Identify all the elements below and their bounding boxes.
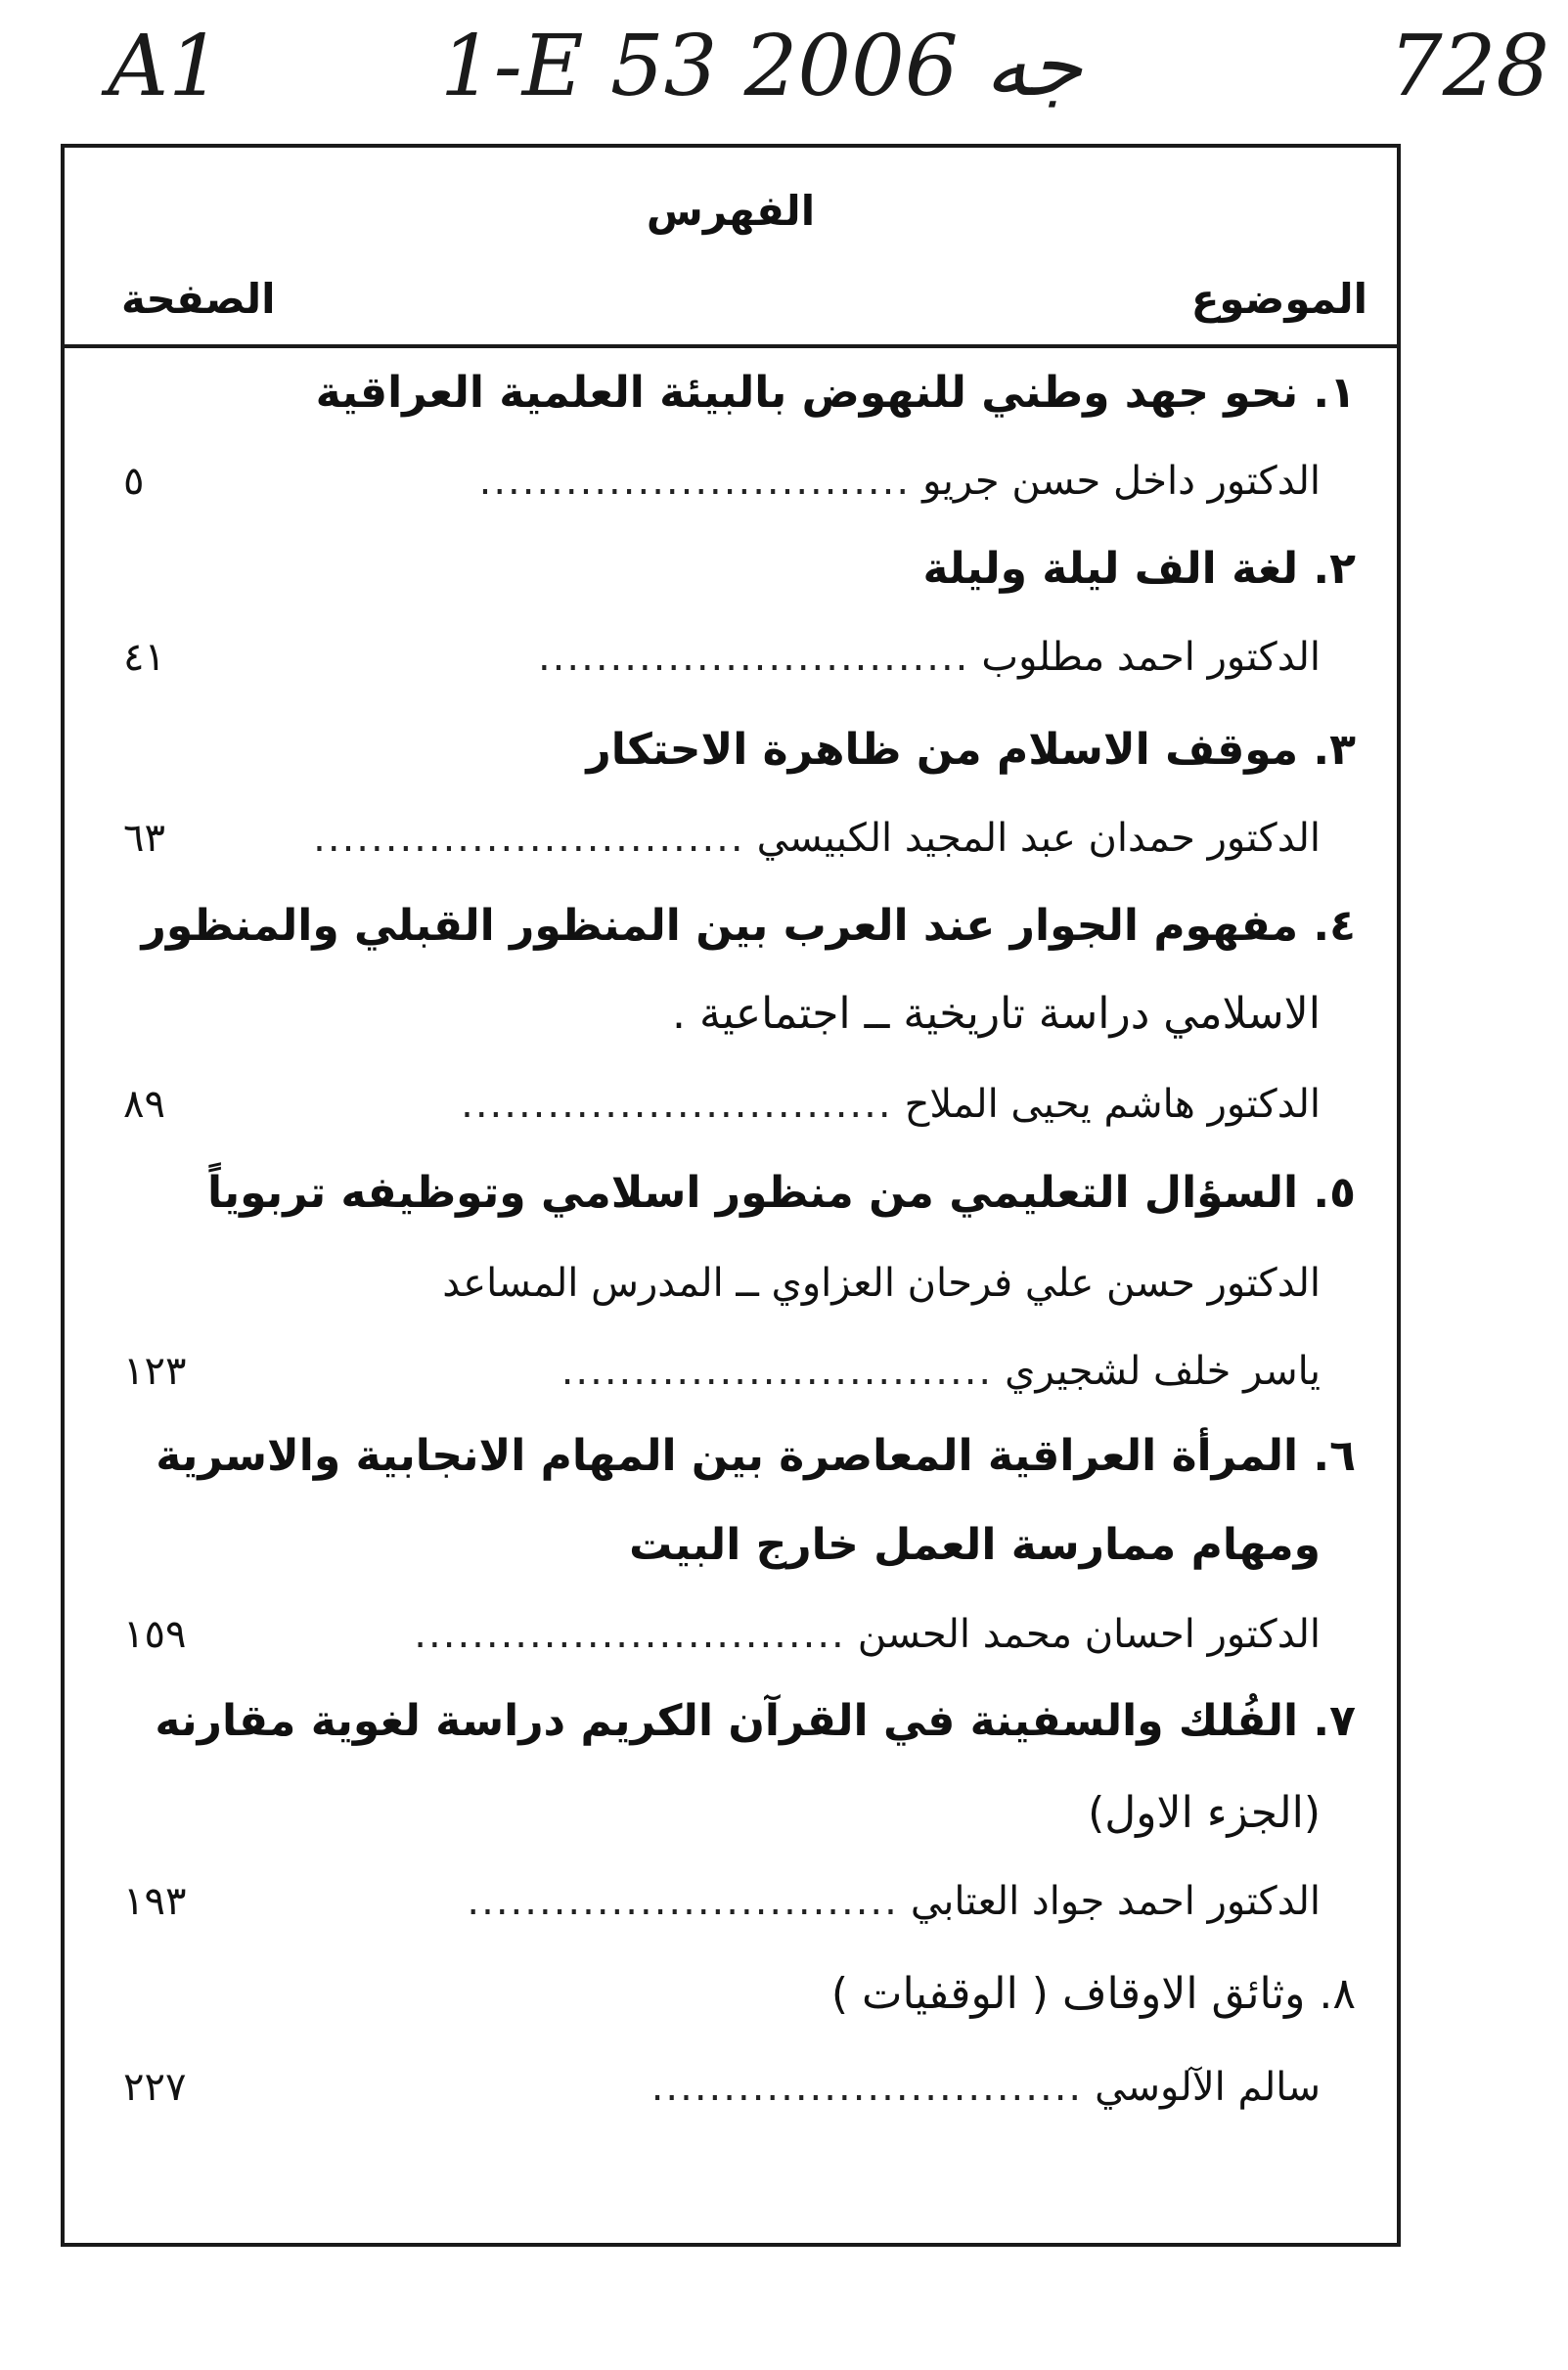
entry-page-number: ١٩٣ xyxy=(123,1879,187,1924)
entry-author-row xyxy=(123,816,1321,861)
entry-page-number: ١٢٣ xyxy=(123,1349,187,1394)
entry-author: سالم الآلوسي xyxy=(1095,2065,1321,2110)
handwritten-annotation xyxy=(0,18,1568,135)
handwritten-code-middle: 1-E 53 جه 2006 xyxy=(440,18,1083,115)
entry-title-continuation: (الجزء الاول) xyxy=(1088,1788,1321,1838)
entry-author-row xyxy=(123,635,1321,680)
entry-author: ياسر خلف لشجيري xyxy=(1005,1349,1321,1394)
entry-page-number: ١٥٩ xyxy=(123,1612,187,1657)
entry-title: ٢. لغة الف ليلة وليلة xyxy=(922,544,1356,594)
entry-author-row xyxy=(123,1879,1321,1924)
entry-author: الدكتور هاشم يحيى الملاح xyxy=(904,1082,1321,1127)
entry-title: ١. نحو جهد وطني للنهوض بالبيئة العلمية العراقية xyxy=(315,368,1356,418)
entry-leader-dots: .............................. xyxy=(560,1349,994,1394)
topic-column-label: الموضوع xyxy=(1190,275,1367,323)
entry-leader-dots: .............................. xyxy=(414,1612,846,1657)
entry-title: ٤. مفهوم الجوار عند العرب بين المنظور القبلي والمنظور xyxy=(141,901,1356,951)
table-of-contents-frame xyxy=(61,144,1401,2247)
entry-page-number: ٢٢٧ xyxy=(123,2065,187,2110)
entry-page-number: ٨٩ xyxy=(123,1082,165,1127)
entry-author-first-line: الدكتور حسن علي فرحان العزاوي ــ المدرس المساعد xyxy=(442,1261,1321,1306)
entry-author: الدكتور احمد مطلوب xyxy=(981,635,1321,680)
entry-leader-dots: .............................. xyxy=(467,1879,899,1924)
page-column-label: الصفحة xyxy=(121,275,276,323)
entry-title-continuation: ومهام ممارسة العمل خارج البيت xyxy=(629,1520,1321,1570)
entry-title: ٧. الفُلك والسفينة في القرآن الكريم دراسة لغوية مقارنه xyxy=(155,1696,1356,1746)
entry-page-number: ٦٣ xyxy=(123,816,165,861)
entry-title: ٣. موقف الاسلام من ظاهرة الاحتكار xyxy=(586,725,1356,775)
entry-title: ٨. وثائق الاوقاف ( الوقفيات ) xyxy=(830,1969,1356,2019)
entry-author: الدكتور احمد جواد العتابي xyxy=(910,1879,1321,1924)
toc-header xyxy=(65,148,1397,348)
entry-leader-dots: .............................. xyxy=(478,459,912,504)
entry-title: ٦. المرأة العراقية المعاصرة بين المهام الانجابية والاسرية xyxy=(156,1431,1356,1481)
handwritten-code-left: A1 xyxy=(108,18,222,115)
entry-author-row xyxy=(123,2065,1321,2110)
entry-author-row xyxy=(123,1082,1321,1127)
entry-page-number: ٤١ xyxy=(123,635,165,680)
entry-author-row xyxy=(123,459,1321,504)
entry-author: الدكتور داخل حسن جريو xyxy=(922,459,1321,504)
entry-page-number: ٥ xyxy=(123,459,145,504)
toc-title: الفهرس xyxy=(646,187,816,235)
entry-title-continuation: الاسلامي دراسة تاريخية ــ اجتماعية . xyxy=(672,989,1321,1039)
entry-leader-dots: .............................. xyxy=(313,816,745,861)
entry-author: الدكتور احسان محمد الحسن xyxy=(857,1612,1321,1657)
entry-title: ٥. السؤال التعليمي من منظور اسلامي وتوظيفه تربوياً xyxy=(207,1168,1356,1218)
entry-author-row xyxy=(123,1349,1321,1394)
entry-leader-dots: .............................. xyxy=(461,1082,893,1127)
entry-leader-dots: .............................. xyxy=(537,635,970,680)
entry-author: الدكتور حمدان عبد المجيد الكبيسي xyxy=(756,816,1321,861)
entry-author-row xyxy=(123,1612,1321,1657)
entry-leader-dots: .............................. xyxy=(650,2065,1084,2110)
handwritten-code-right: 728 xyxy=(1389,18,1550,115)
